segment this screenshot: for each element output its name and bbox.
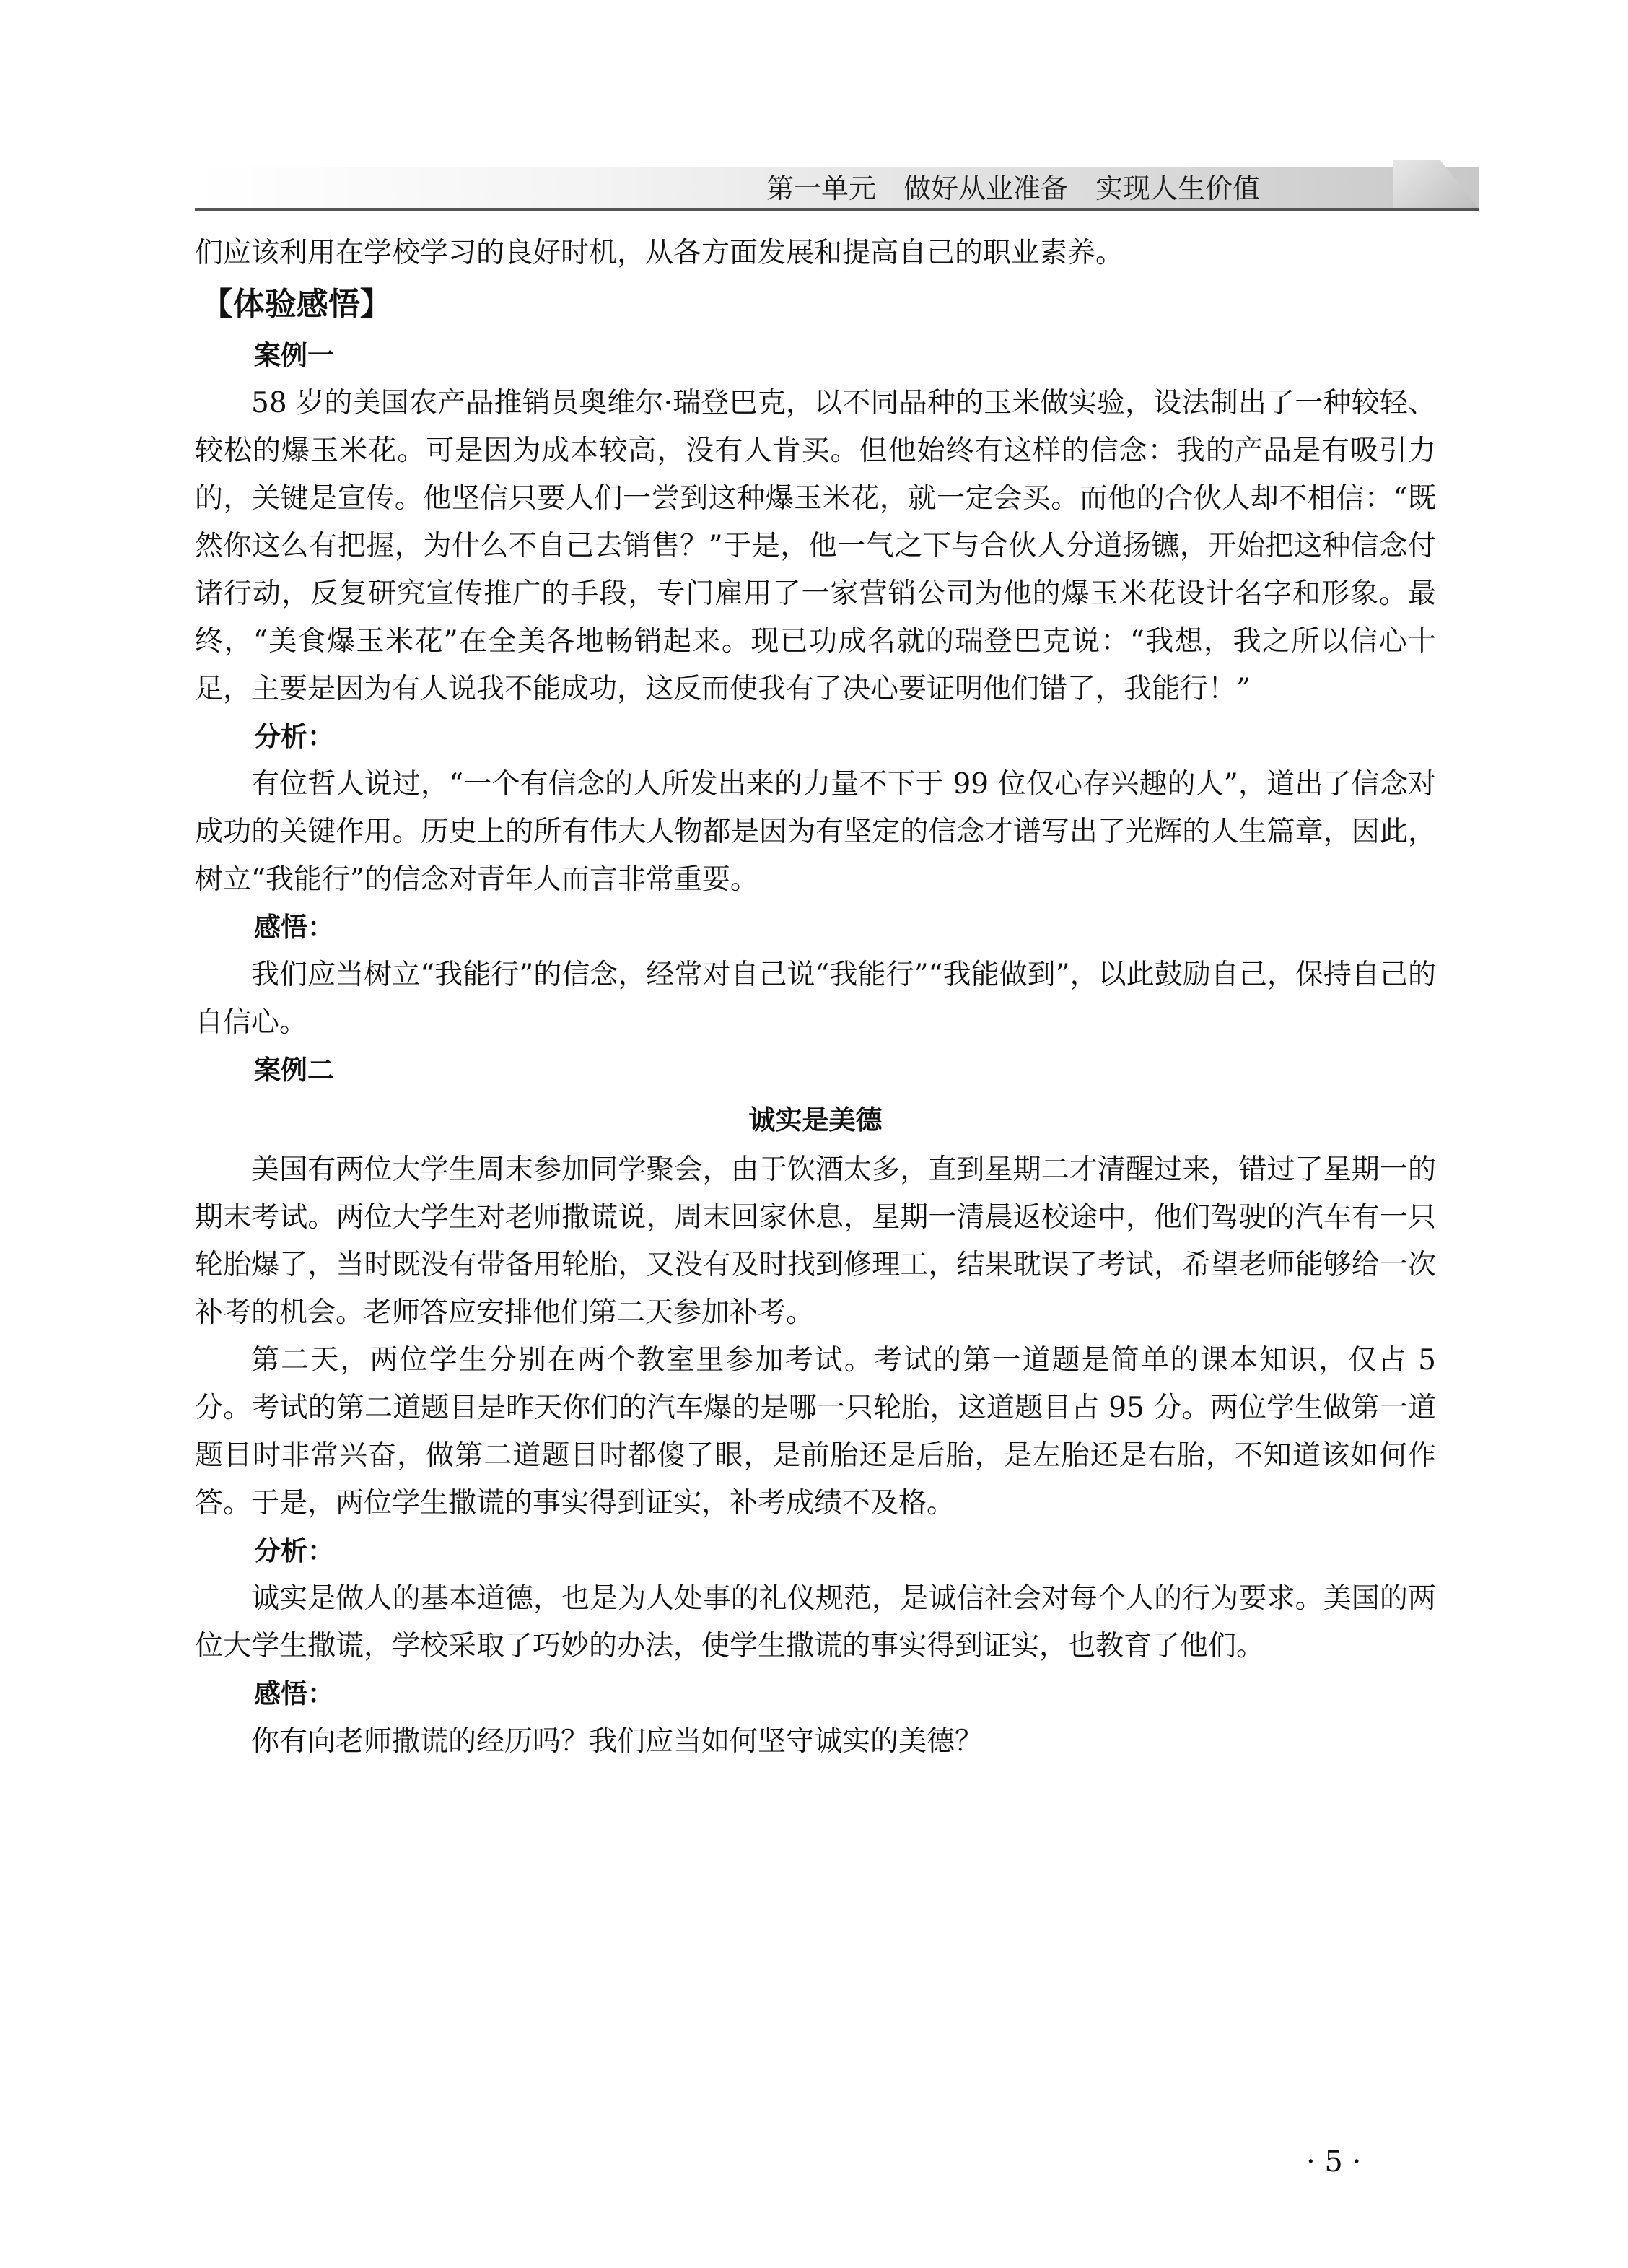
running-header-title: 第一单元 做好从业准备 实现人生价值 [766,173,1260,204]
case2-question: 你有向老师撒谎的经历吗？我们应当如何坚守诚实的美德？ [251,1725,984,1758]
case2-story-paragraph-1: 美国有两位大学生周末参加同学聚会，由于饮酒太多，直到星期二才清醒过来，错过了星期一的期末考试。两位大学生对老师撒谎说，周末回家休息，星期一清晨返校途中，他们驾驶的汽车有一只轮胎爆了，当时既没有带备用轮胎，又没有及时找到修理工，结果耽误了考试，希望老师能够给一次补考的机会。老师答应安排他们第二天参加补考。 [195,1153,1436,1329]
case2-insight-label: 感悟： [254,1678,334,1709]
case1-analysis-label: 分析： [254,721,334,752]
case1-insight: 我们应当树立“我能行”的信念，经常对自己说“我能行”“我能做到”，以此鼓励自己，保持自己的自信心。 [195,959,1436,1039]
section-heading: 【体验感悟】 [201,286,392,323]
case1-label: 案例一 [254,340,334,371]
case2-story-paragraph-2: 第二天，两位学生分别在两个教室里参加考试。考试的第一道题是简单的课本知识，仅占 5 分。考试的第二道题目是昨天你们的汽车爆的是哪一只轮胎，这道题目占 95 分。两位学生做第一道题目时非常兴奋，做第二道题目时都傻了眼，是前胎还是后胎，是左胎还是右胎，不知道该如何作答。于是，两位学生撒谎的事实得到证实，补考成绩不及格。 [195,1344,1436,1519]
case2-title: 诚实是美德 [748,1104,883,1135]
case1-story: 58 岁的美国农产品推销员奥维尔·瑞登巴克，以不同品种的玉米做实验，设法制出了一种较轻、较松的爆玉米花。可是因为成本较高，没有人肯买。但他始终有这样的信念：我的产品是有吸引力的，关键是宣传。他坚信只要人们一尝到这种爆玉米花，就一定会买。而他的合伙人却不相信：“既然你这么有把握，为什么不自己去销售？”于是，他一气之下与合伙人分道扬镳，开始把这种信念付诸行动，反复研究宣传推广的手段，专门雇用了一家营销公司为他的爆玉米花设计名字和形象。最终，“美食爆玉米花”在全美各地畅销起来。现已功成名就的瑞登巴克说：“我想，我之所以信心十足，主要是因为有人说我不能成功，这反而使我有了决心要证明他们错了，我能行！” [195,387,1436,705]
page-body [195,230,1436,1766]
case2-label: 案例二 [254,1055,334,1086]
case2-analysis-label: 分析： [254,1535,334,1566]
case1-insight-label: 感悟： [254,912,334,943]
page-number: · 5 · [1306,2145,1362,2178]
case1-analysis: 有位哲人说过，“一个有信念的人所发出来的力量不下于 99 位仅心存兴趣的人”，道出了信念对成功的关键作用。历史上的所有伟大人物都是因为有坚定的信念才谱写出了光辉的人生篇章，因此，树立“我能行”的信念对青年人而言非常重要。 [195,768,1436,896]
running-header-rule [195,208,1479,211]
case2-analysis: 诚实是做人的基本道德，也是为人处事的礼仪规范，是诚信社会对每个人的行为要求。美国的两位大学生撒谎，学校采取了巧妙的办法，使学生撒谎的事实得到证实，也教育了他们。 [195,1582,1436,1662]
intro-line: 们应该利用在学校学习的良好时机，从各方面发展和提高自己的职业素养。 [195,237,1124,269]
